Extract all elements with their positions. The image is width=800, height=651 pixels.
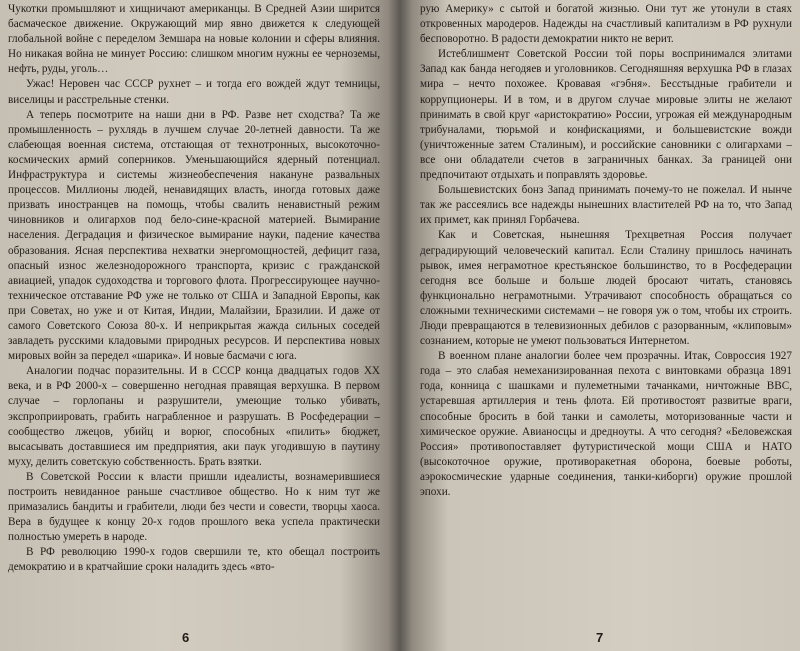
paragraph: рую Америку» с сытой и богатой жизнью. Они тут же утонули в стаях откровенных мародеров. Надежды на счастливый капитализм в РФ рухнули бесповоротно. В радости демократии никто не верит. xyxy=(420,3,792,46)
page-number: 6 xyxy=(182,629,190,645)
paragraph: Истеблишмент Советской России той поры воспринимался элитами Запад как банда негодяев и уголовников. Сегодняшняя верхушка РФ в глазах мира – нечто похожее. Кровавая «гэбня». Бесстыдные грабители и коррупционеры. И в том, и в другом случае мировые элиты не желают принимать в свой круг «аристократию» России, угрожая ей международным трибуналами, тюрьмой и конфискациями, и большевистские вожди (уничтоженные затем Сталиным), и российские сановники с олигархами – все они обладатели счетов в заграничных банках. За границей они предпочитают отдыхать и поправлять здоровье. xyxy=(420,48,792,182)
paragraph: Ужас! Неровен час СССР рухнет – и тогда его вождей ждут темницы, виселицы и расстрельные стенки. xyxy=(8,78,380,106)
paragraph: А теперь посмотрите на наши дни в РФ. Разве нет сходства? Та же промышленность – рухлядь в лучшем случае 20-летней давности. Та же слабеющая военная система, отстающая от технотронных, высокоточно-космических армий соперников. Уменьшающийся ядерный потенциал. Инфраструктура и системы жизнеобеспечения накануне развальных процессов. Миллионы людей, ненавидящих власть, иногда готовых даже призвать иностранцев на помощь, чтобы свалить ненавистный режим чиновников и олигархов под бело-сине-красной материей. Вымирание населения. Деградация и физическое вымирание науки, падение качества образования. Ясная перспектива нехватки энергомощностей, дефицит газа, опасный износ железнодорожного транспорта, кризис с гражданской авиацией, упадок судоходства и торгового флота. Прогрессирующее научно-техническое отставание РФ уже не только от США и Западной Европы, как при Советах, но уже и от Китая, Индии, Малайзии, Бразилии. И даже от самого Советского Союза 80-х. И неприкрытая жажда сильных соседей завладеть русскими кладовыми природных ресурсов. И перспектива новых мировых войн за передел «шарика». И новые басмачи с юга. xyxy=(8,108,380,363)
paragraph: В Советской России к власти пришли идеалисты, вознамерившиеся построить невиданное раньше счастливое общество. Но к ним тут же примазались бандиты и грабители, люди без чести и совести, творцы хаоса. Вера в будущее к концу 20-х годов прошлого века успела практически полностью умереть в народе. xyxy=(8,470,380,544)
paragraph: В РФ революцию 1990-х годов свершили те, кто обещал построить демократию и в кратчайшие сроки наладить здесь «вто- xyxy=(8,546,380,574)
paragraph: Чукотки промышляют и хищничают американцы. В Средней Азии ширится басмаческое движение. Окружающий мир явно движется к следующей глобальной войне с переделом Земшара на новые колонии и сферы влияния. Но никакая война не минует Россию: слишком многим нужны ее черноземы, нефть, руды, уголь… xyxy=(8,3,380,76)
left-page-text xyxy=(8,2,380,576)
paragraph: В военном плане аналогии более чем прозрачны. Итак, Совроссия 1927 года – это слабая немеханизированная пехота с винтовками образца 1891 года, конница с шашками и пулеметными тачанками, ничтожные ВВС, устаревшая артиллерия и тень флота. Ей противостоят развитые враги, способные бросить в бой танки и самолеты, моторизованные части и химическое оружие. Авианосцы и дредноуты. А что сегодня? «Беловежская Россия» противопоставляет футуристической мощи США и НАТО (высокоточное оружие, противоракетная оборона, боевые роботы, аэрокосмические ударные соединения, танки-киборги) оружие прошлой эпохи. xyxy=(420,350,792,498)
paragraph: Как и Советская, нынешняя Трехцветная Россия получает деградирующий человеческий капитал. Если Сталину пришлось начинать рывок, имея неграмотное крестьянское большинство, то в Росфедерации сегодня все больше и больше людей бросают читать, становясь функционально неграмотными. Утрачивают способность обращаться со сложными техническими системами – не говоря уж о том, чтобы их строить. Люди превращаются в телевизионных дебилов с разорванным, «клиповым» сознанием, которые не умеют пользоваться Интернетом. xyxy=(420,229,792,348)
page-number: 7 xyxy=(596,629,604,645)
paragraph: Аналогии подчас поразительны. И в СССР конца двадцатых годов XX века, и в РФ 2000-х – совершенно негодная правящая верхушка. В первом случае – горлопаны и разрушители, умеющие только убивать, экспроприировать, грабить награбленное и разрушать. В Росфедерации – сообщество лжецов, убийц и ворюг, способных «пилить» бюджет, высасывать доставшиеся им предприятия, аки паук угодившую в паутину муху, делить советскую собственность. Брать взятки. xyxy=(8,365,380,468)
right-page-text xyxy=(420,2,792,500)
right-page xyxy=(400,0,800,651)
paragraph: Большевистских бонз Запад принимать почему-то не пожелал. И нынче так же рассеялись все надежды нынешних властителей РФ на то, что Запад их примет, как принял Горбачева. xyxy=(420,184,792,227)
